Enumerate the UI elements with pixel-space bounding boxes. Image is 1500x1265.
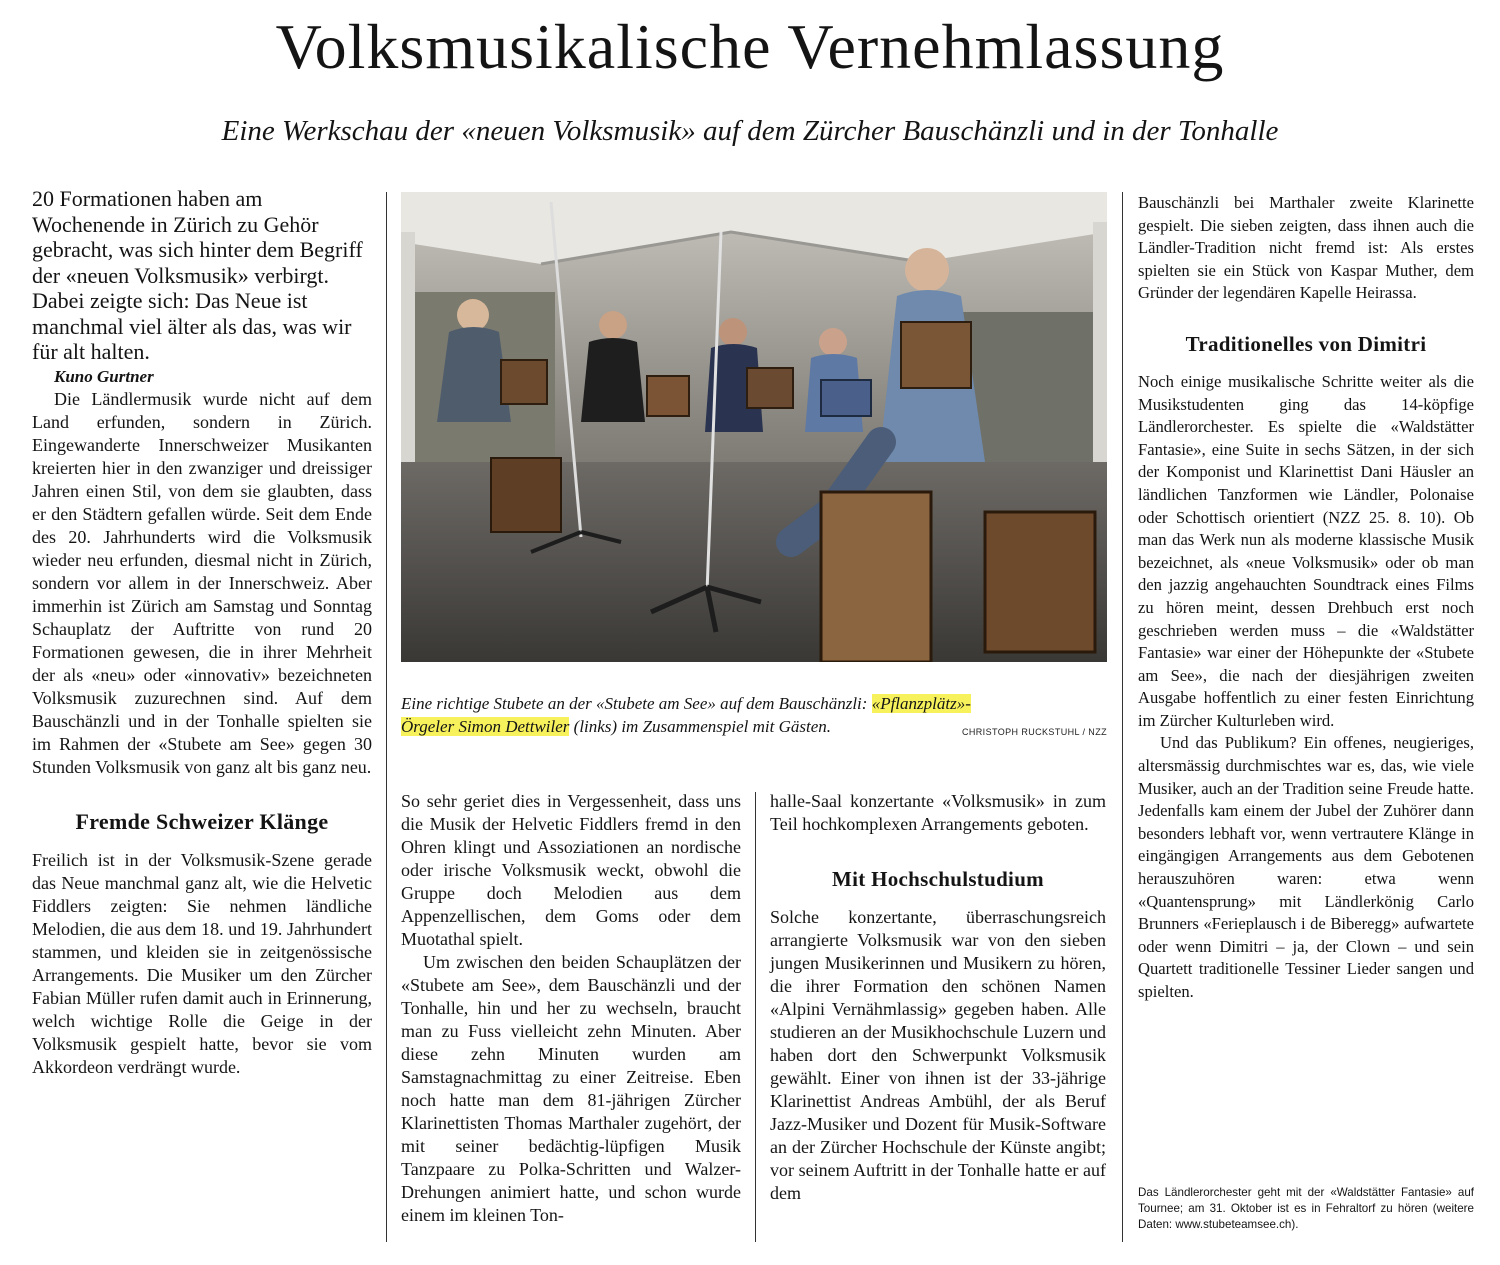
column-rule-3: [1122, 192, 1123, 1242]
photo-credit: CHRISTOPH RUCKSTUHL / NZZ: [961, 727, 1107, 737]
caption-text: Eine richtige Stubete an der «Stubete am See» auf dem Bauschänzli:: [401, 694, 872, 713]
column-4: [1138, 192, 1474, 1004]
photo-caption: [401, 692, 1121, 744]
tour-note: Das Ländlerorchester geht mit der «Waldstätter Fantasie» auf Tournee; am 31. Oktober ist es in Fehraltorf zu hören (weitere Daten: www.stubeteamsee.ch).: [1138, 1186, 1474, 1231]
column-1: [32, 186, 372, 1079]
body-paragraph: Um zwischen den beiden Schauplätzen der «Stubete am See», dem Bauschänzli und der Tonhalle, hin und her zu wechseln, braucht man zu Fuss vielleicht zehn Minuten. Aber diese zehn Minuten wurden am Samstagnachmittag zu einer Zeitreise. Eben noch hatte man dem 81-jährigen Zürcher Klarinettisten Thomas Marthaler zugehört, der mit seiner bedächtig-lüpfigen Musik Tanzpaare zu Polka-Schritten und Walzer-Drehungen animiert hatte, und schon wurde einem im kleinen Ton-: [401, 952, 741, 1225]
body-paragraph: Noch einige musikalische Schritte weiter als die Musikstudenten ging das 14-köpfige Ländlerorchester. Es spielte die «Waldstätter Fantasie», eine Suite in sechs Sätzen, in der sich der Komponist und Klarinettist Dani Häusler an ländlichen Tanzformen wie Ländler, Polonaise oder Schottisch orientiert (NZZ 25. 8. 10). Ob man das Werk nun als moderne klassische Musik bezeichnet, als «neue Volksmusik» oder ob man den jazzig angehauchten Soundtrack eines Films zu hören meint, dessen Drehbuch erst noch geschrieben werden muss – die «Waldstätter Fantasie» war einer der Höhepunkte der «Stubete am See», die nach der diesjährigen zweiten Ausgabe hoffentlich zu einer festen Einrichtung im Zürcher Kulturleben wird.: [1138, 371, 1474, 730]
lead-paragraph: 20 Formationen haben am Wochenende in Zürich zu Gehör gebracht, was sich hinter dem Begriff der «neuen Volksmusik» verbirgt. Dabei zeigte sich: Das Neue ist manchmal viel älter als das, was wir für alt halten.: [32, 186, 363, 364]
author-byline: Kuno Gurtner: [54, 366, 154, 386]
body-paragraph: halle-Saal konzertante «Volksmusik» in zum Teil hochkomplexen Arrangements geboten.: [770, 791, 1106, 834]
caption-highlight: Örgeler Simon Dettwiler: [401, 717, 570, 736]
body-paragraph: So sehr geriet dies in Vergessenheit, dass uns die Musik der Helvetic Fiddlers fremd in den Ohren klingt und Assoziationen an nordische oder irische Volksmusik weckt, obwohl die Gruppe doch Melodien aus dem Appenzellischen, dem Goms oder dem Muotathal spielt.: [401, 791, 741, 949]
caption-highlight: «Pflanzplätz»-: [871, 694, 971, 713]
column-2: [401, 790, 741, 1227]
body-paragraph: Solche konzertante, überraschungsreich arrangierte Volksmusik war von den sieben jungen Musikerinnen und Musikern zu hören, die ihrer Formation den schönen Namen «Alpini Vernähmlassig» gegeben haben. Alle studieren an der Musikhochschule Luzern und haben dort den Schwerpunkt Volksmusik gewählt. Einer von ihnen ist der 33-jährige Klarinettist Andreas Ambühl, der als Beruf Jazz-Musiker und Dozent für Musik-Software an der Zürcher Hochschule der Künste angibt; vor seinem Auftritt in der Tonhalle hatte er auf dem: [770, 907, 1106, 1203]
section-heading: Mit Hochschulstudium: [832, 867, 1044, 891]
column-rule-2: [755, 792, 756, 1242]
body-paragraph: Bauschänzli bei Marthaler zweite Klarinette gespielt. Die sieben zeigten, dass ihnen auch die Ländler-Tradition nicht fremd ist: Als erstes spielten sie ein Stück von Kaspar Muther, dem Gründer der legendären Kapelle Heirassa.: [1138, 193, 1474, 303]
column-rule-1: [386, 192, 387, 1242]
article-photo: [401, 192, 1107, 662]
section-heading: Traditionelles von Dimitri: [1185, 331, 1427, 356]
column-3: [770, 790, 1106, 1205]
body-paragraph: Die Ländlermusik wurde nicht auf dem Land erfunden, sondern in Zürich. Eingewanderte Innerschweizer Musikanten kreierten hier in den zwanziger und dreissiger Jahren einen Stil, von dem sie glaubten, dass er den Städtern gefallen würde. Seit dem Ende des 20. Jahrhunderts wird die Volksmusik wieder neu erfunden, diesmal nicht in Zürich, sondern vor allem in der Innerschweiz. Aber immerhin ist Zürich am Samstag und Sonntag Schauplatz der Auftritte von rund 20 Formationen gewesen, die in ihrer Mehrheit der als «neu» oder «innovativ» bezeichneten Volksmusik zuzurechnen sind. Auf dem Bauschänzli und in der Tonhalle spielten sie im Rahmen der «Stubete am See» gegen 30 Stunden Volksmusik von ganz alt bis ganz neu.: [32, 388, 372, 777]
body-paragraph: Freilich ist in der Volksmusik-Szene gerade das Neue manchmal ganz alt, wie die Helvetic Fiddlers zeigten: Sie nehmen ländliche Melodien, die aus dem 18. und 19. Jahrhundert stammen, und kleiden sie in zeitgenössische Arrangements. Die Musiker um den Zürcher Fabian Müller rufen damit auch in Erinnerung, welch wichtige Rolle die Geige in der Volksmusik gespielt hatte, bevor sie vom Akkordeon verdrängt wurde.: [32, 849, 372, 1077]
body-paragraph: Und das Publikum? Ein offenes, neugieriges, altersmässig durchmischtes war es, das, wie viele Musiker, auch an der Tradition seine Freude hatte. Jedenfalls kam einem der Jubel der Zuhörer dann besonders lebhaft vor, wenn vertrautere Klänge in eingängigen Arrangements aus dem Gebotenen herauszuhören waren: etwa wenn «Quantensprung» mit Ländlerkönig Carlo Brunners «Ferieplausch i de Biberegg» aufwartete oder wenn Dimitri – ja, der Clown – und sein Quartett traditionelle Tessiner Lieder sangen und spielten.: [1138, 733, 1474, 1001]
section-heading: Fremde Schweizer Klänge: [75, 808, 329, 834]
caption-text: (links) im Zusammenspiel mit Gästen.: [569, 717, 831, 736]
headline: Volksmusikalische Vernehmlassung: [275, 11, 1225, 82]
subtitle: Eine Werkschau der «neuen Volksmusik» auf dem Zürcher Bauschänzli und in der Tonhalle: [221, 115, 1279, 147]
